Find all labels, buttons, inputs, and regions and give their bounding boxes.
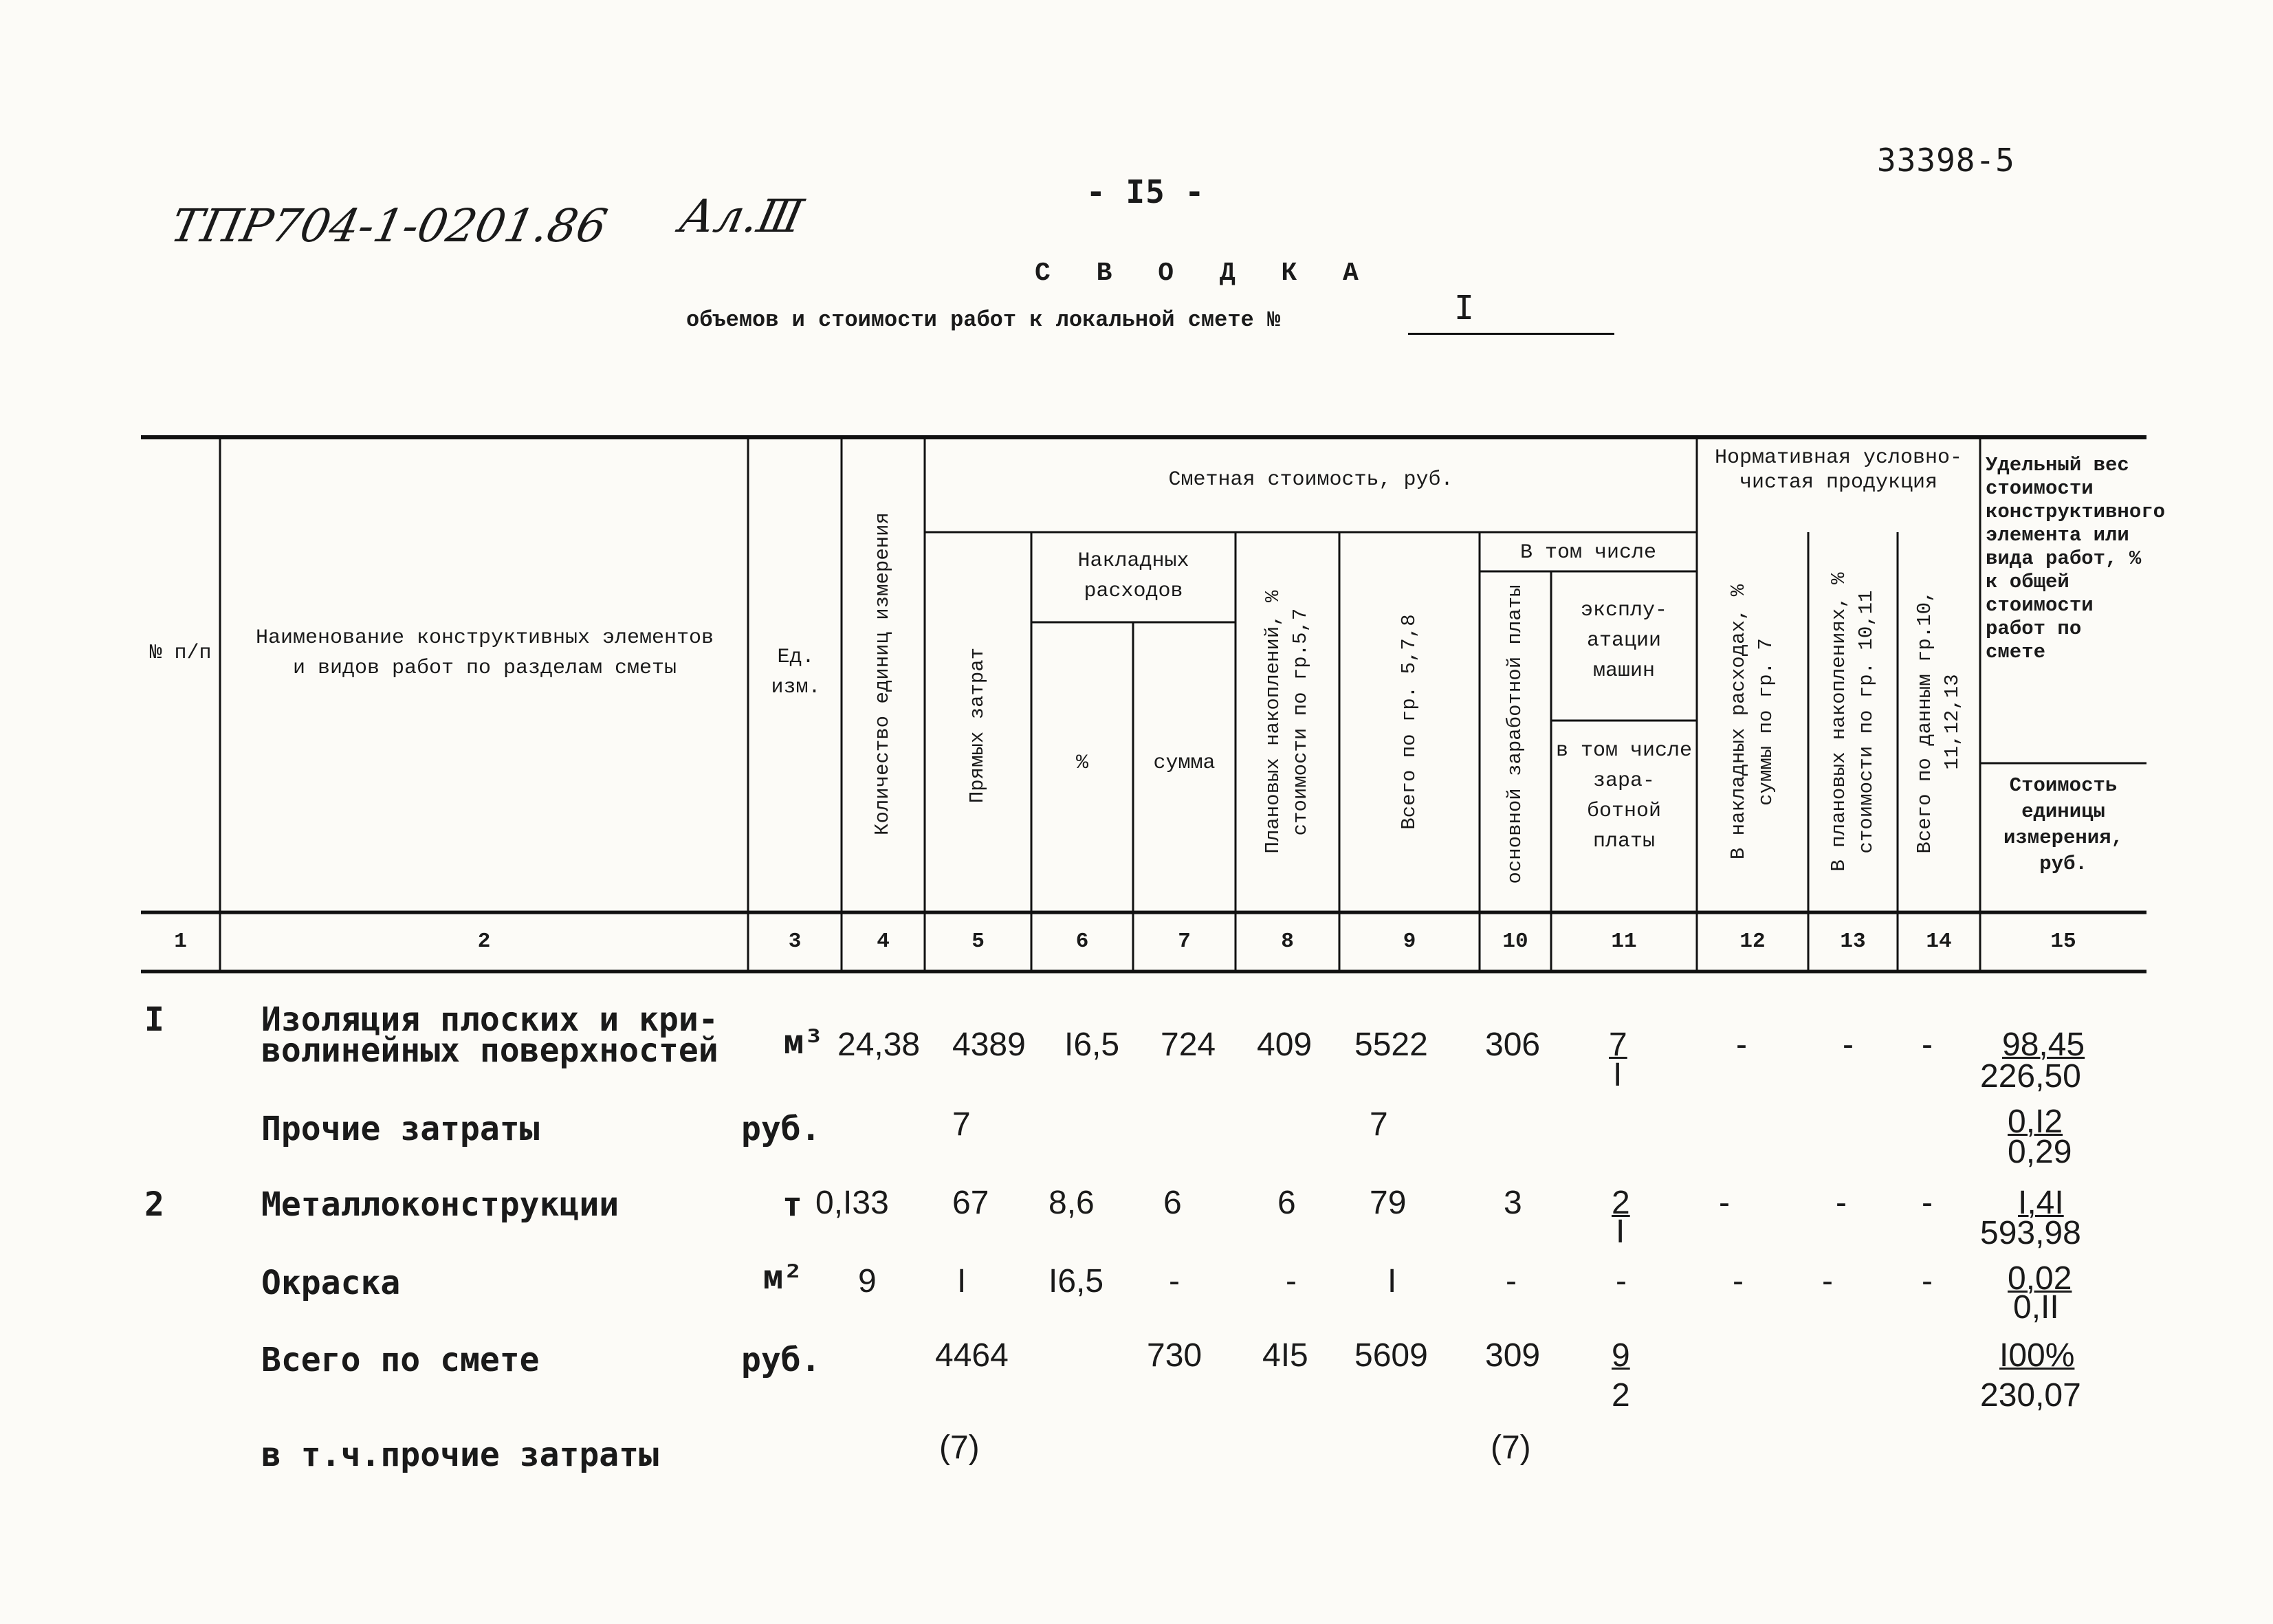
overhead-percent: 8,6	[1048, 1185, 1095, 1221]
header-normative: Нормативная условно-чистая продукция	[1714, 446, 1963, 494]
share-percent: 98,45	[2002, 1027, 2085, 1063]
norm-overhead: -	[1736, 1027, 1747, 1063]
planned-savings: 409	[1257, 1027, 1313, 1063]
header-norm-planned: В плановых накоплениях, % стоимости по гр. 10,11	[1827, 572, 1878, 872]
machine-operation: -	[1616, 1263, 1627, 1299]
column-number: 14	[1926, 930, 1952, 954]
direct-costs: 4464	[935, 1337, 1009, 1374]
estimate-number: I	[1454, 289, 1474, 327]
column-number: 5	[971, 930, 985, 954]
quantity: 0,I33	[815, 1185, 889, 1221]
header-qty: Количество единиц измерения	[871, 512, 894, 835]
header-overhead-sum: сумма	[1153, 751, 1216, 775]
norm-total: -	[1922, 1185, 1933, 1221]
quantity: 9	[858, 1263, 877, 1299]
machine-operation: 7	[1609, 1027, 1627, 1063]
header-total-by: Всего по гр. 5,7,8	[1398, 614, 1420, 830]
item-name: Изоляция плоских и кри-	[261, 1000, 718, 1039]
base-wage: -	[1506, 1263, 1517, 1299]
overhead-sum: 730	[1147, 1337, 1203, 1374]
total-cost: I	[1387, 1263, 1397, 1299]
header-unit: Ед. изм.	[771, 646, 821, 699]
item-name: Металлоконструкции	[261, 1185, 619, 1224]
document-title: С В О Д К А	[1035, 259, 1374, 288]
base-wage: 309	[1485, 1337, 1541, 1374]
header-base-wage: основной заработной платы	[1504, 584, 1526, 884]
norm-planned: -	[1836, 1185, 1847, 1221]
unit-cost: 230,07	[1980, 1377, 2081, 1414]
total-cost: 5609	[1354, 1337, 1428, 1374]
quantity: 24,38	[837, 1027, 921, 1063]
overhead-sum: 6	[1163, 1185, 1182, 1221]
norm-planned: -	[1822, 1263, 1833, 1299]
norm-overhead: -	[1719, 1185, 1730, 1221]
machine-wage: I	[1613, 1057, 1623, 1093]
machine-operation: 9	[1612, 1337, 1630, 1374]
planned-savings: 4I5	[1262, 1337, 1308, 1374]
row-number: I	[144, 1000, 164, 1039]
unit-cost: 0,29	[2008, 1134, 2072, 1170]
share-percent: 0,02	[2008, 1260, 2072, 1297]
base-wage: (7)	[1491, 1429, 1531, 1466]
header-machines-wage: в том числе зара- ботной платы	[1555, 739, 1693, 853]
column-number: 3	[788, 930, 802, 954]
overhead-sum: -	[1169, 1263, 1180, 1299]
header-norm-overhead: В накладных расходах, % суммы по гр. 7	[1727, 584, 1777, 860]
unit-cost: 0,II	[2013, 1289, 2059, 1326]
direct-costs: (7)	[939, 1429, 980, 1466]
header-norm-total: Всего по данным гр.10, 11,12,13	[1913, 590, 1964, 854]
header-share: Удельный вес стоимости конструктивного элемента или вида работ, % к общей стоимости работ по смете	[1986, 454, 2166, 663]
norm-overhead: -	[1733, 1263, 1744, 1299]
column-number: 10	[1502, 930, 1528, 954]
column-number: 6	[1075, 930, 1089, 954]
column-number: 4	[877, 930, 890, 954]
column-number: 1	[174, 930, 187, 954]
header-including: В том числе	[1519, 541, 1657, 564]
item-name: Прочие затраты	[261, 1110, 540, 1148]
document-code: 33398-5	[1877, 142, 2015, 179]
header-overhead-pct: %	[1075, 751, 1088, 775]
overhead-sum: 724	[1161, 1027, 1216, 1063]
item-name: Всего по смете	[261, 1341, 540, 1379]
direct-costs: 67	[952, 1185, 989, 1221]
unit: т	[782, 1185, 802, 1224]
column-number: 11	[1611, 930, 1637, 954]
header-name: Наименование конструктивных элементов и видов работ по разделам сметы	[255, 626, 714, 680]
machine-operation: 2	[1612, 1185, 1630, 1221]
document-subtitle: объемов и стоимости работ к локальной смете №	[686, 307, 1281, 333]
unit: м³	[784, 1023, 824, 1062]
planned-savings: 6	[1277, 1185, 1296, 1221]
planned-savings: -	[1286, 1263, 1297, 1299]
header-no: № п/п	[149, 641, 212, 665]
header-direct: Прямых затрат	[966, 647, 989, 804]
header-estimate-cost: Сметная стоимость, руб.	[1168, 468, 1453, 492]
item-name-continued: волинейных поверхностей	[261, 1031, 718, 1070]
column-number: 2	[477, 930, 491, 954]
total-cost: 79	[1370, 1185, 1407, 1221]
norm-planned: -	[1843, 1027, 1854, 1063]
share-percent: 0,I2	[2008, 1104, 2063, 1140]
share-percent: I00%	[1999, 1337, 2075, 1374]
norm-total: -	[1922, 1027, 1933, 1063]
column-number: 9	[1403, 930, 1416, 954]
column-number: 12	[1739, 930, 1766, 954]
norm-total: -	[1922, 1263, 1933, 1299]
base-wage: 3	[1504, 1185, 1522, 1221]
machine-wage: I	[1616, 1214, 1625, 1250]
handwritten-album-ref: Ал.Ⅲ	[674, 190, 808, 243]
column-number: 15	[2050, 930, 2076, 954]
unit: руб.	[741, 1110, 821, 1148]
item-name: в т.ч.прочие затраты	[261, 1436, 659, 1474]
page-number: - I5 -	[1086, 173, 1205, 210]
header-planned: Плановых накоплений, % стоимости по гр.5,7	[1262, 590, 1312, 854]
overhead-percent: I6,5	[1048, 1263, 1104, 1299]
direct-costs: 7	[952, 1106, 971, 1143]
overhead-percent: I6,5	[1064, 1027, 1120, 1063]
total-cost: 5522	[1354, 1027, 1428, 1063]
unit: м²	[763, 1258, 803, 1297]
unit-cost: 226,50	[1980, 1058, 2081, 1095]
row-number: 2	[144, 1185, 164, 1224]
share-percent: I,4I	[2018, 1185, 2064, 1221]
total-cost: 7	[1370, 1106, 1388, 1143]
direct-costs: I	[957, 1263, 967, 1299]
machine-wage: 2	[1612, 1377, 1630, 1414]
header-unit-cost: Стоимость единицы измерения, руб.	[2003, 774, 2124, 875]
header-machines: эксплу- атации машин	[1580, 599, 1668, 683]
column-number: 13	[1840, 930, 1866, 954]
direct-costs: 4389	[952, 1027, 1026, 1063]
unit: руб.	[741, 1341, 821, 1379]
header-overhead: Накладных расходов	[1077, 549, 1189, 603]
column-number: 7	[1178, 930, 1191, 954]
unit-cost: 593,98	[1980, 1215, 2081, 1251]
column-number: 8	[1281, 930, 1294, 954]
handwritten-project-ref: ТПР704-1-0201.86	[166, 199, 612, 252]
base-wage: 306	[1485, 1027, 1541, 1063]
item-name: Окраска	[261, 1264, 401, 1302]
